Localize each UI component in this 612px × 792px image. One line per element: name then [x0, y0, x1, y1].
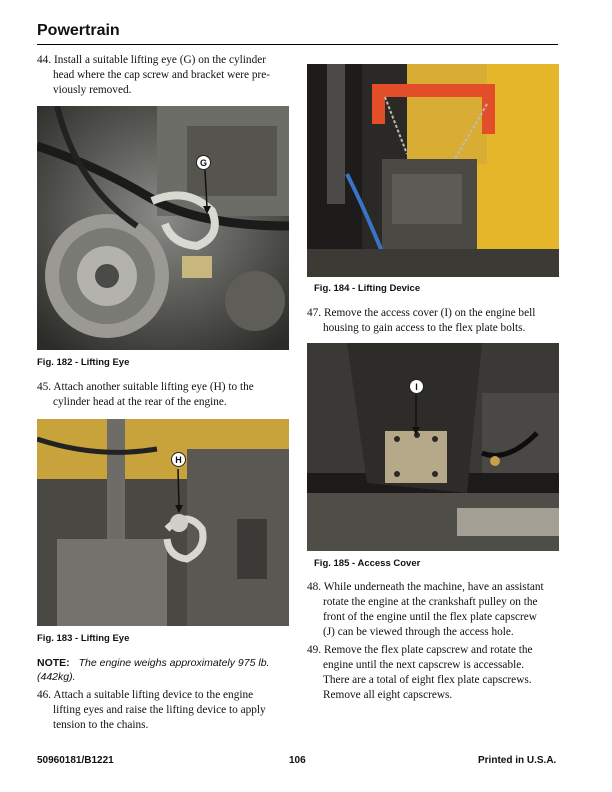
figure-184-caption: Fig. 184 - Lifting Device [314, 283, 421, 294]
figure-184-photo [307, 64, 559, 277]
step-45-line-1: 45. Attach another suitable lifting eye (H) to the [37, 381, 254, 393]
step-48 [307, 580, 572, 640]
step-49-line-3: There are a total of eight flex plate capscrews. [323, 674, 532, 686]
engine-front-image [37, 106, 289, 350]
step-47-line-2: housing to gain access to the flex plate bolts. [323, 322, 526, 334]
step-44-line-2: head where the cap screw and bracket were pre- [53, 69, 271, 81]
callout-g: G [196, 155, 211, 170]
footer-printed: Printed in U.S.A. [478, 755, 557, 766]
section-title: Powertrain [37, 22, 120, 39]
step-48-line-4: (J) can be viewed through the access hole. [323, 626, 514, 638]
callout-i: I [409, 379, 424, 394]
step-49-line-2: engine until the next capscrew is accessable. [323, 659, 525, 671]
step-46 [37, 688, 297, 733]
figure-182-caption: Fig. 182 - Lifting Eye [37, 357, 130, 368]
step-48-line-2: rotate the engine at the crankshaft pulley on the [323, 596, 538, 608]
step-48-line-3: front of the engine until the flex plate capscrew [323, 611, 537, 623]
callout-h: H [171, 452, 186, 467]
figure-185-caption: Fig. 185 - Access Cover [314, 558, 421, 569]
step-44-line-3: viously removed. [53, 84, 132, 96]
note-label: NOTE: [37, 657, 70, 669]
bell-housing-image [307, 343, 559, 551]
footer-page-number: 106 [289, 755, 306, 766]
step-46-line-3: tension to the chains. [53, 719, 149, 731]
figure-182-photo [37, 106, 289, 350]
step-45 [37, 380, 297, 410]
step-44 [37, 53, 297, 98]
footer-doc-number: 50960181/B1221 [37, 755, 114, 766]
step-48-line-1: 48. While underneath the machine, have an assistant [307, 581, 544, 593]
lifting-device-image [307, 64, 559, 277]
figure-185-photo [307, 343, 559, 551]
step-46-line-1: 46. Attach a suitable lifting device to the engine [37, 689, 254, 701]
step-44-line-1: 44. Install a suitable lifting eye (G) on the cylinder [37, 54, 267, 66]
figure-183-caption: Fig. 183 - Lifting Eye [37, 633, 130, 644]
step-49 [307, 643, 572, 703]
weight-note [37, 656, 297, 684]
step-49-line-1: 49. Remove the flex plate capscrew and rotate the [307, 644, 533, 656]
step-47-line-1: 47. Remove the access cover (I) on the engine bell [307, 307, 536, 319]
step-47 [307, 306, 567, 336]
step-46-line-2: lifting eyes and raise the lifting device to apply [53, 704, 266, 716]
header-rule [37, 44, 558, 45]
figure-183-photo [37, 419, 289, 626]
step-49-line-4: Remove all eight capscrews. [323, 689, 453, 701]
note-text-line-2: (442kg). [37, 671, 76, 683]
step-45-line-2: cylinder head at the rear of the engine. [53, 396, 227, 408]
cylinder-head-image [37, 419, 289, 626]
note-text: The engine weighs approximately 975 lb. [78, 657, 270, 669]
